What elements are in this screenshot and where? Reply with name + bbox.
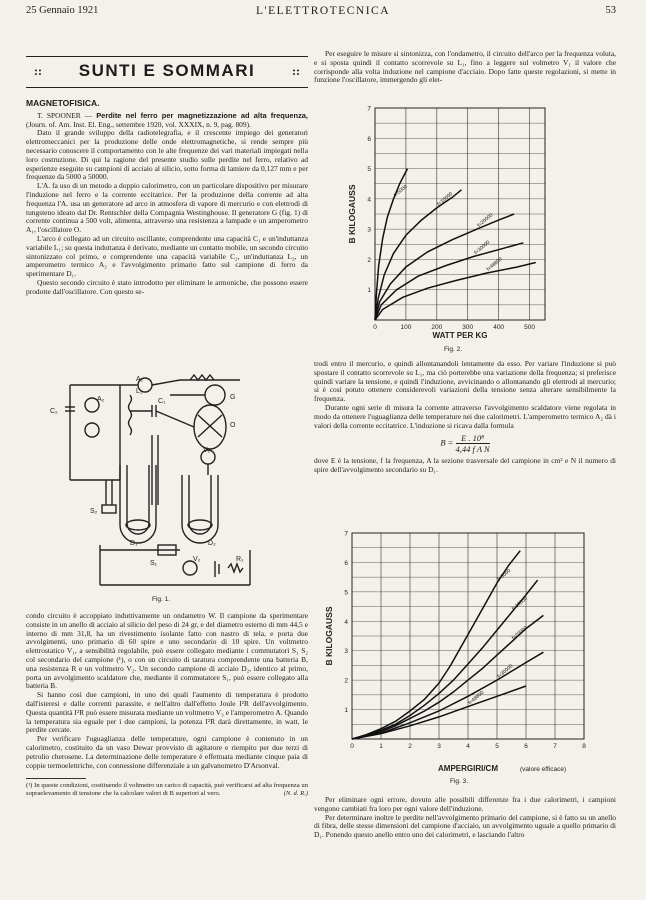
y-tick-label: 5 — [367, 166, 371, 174]
footnote-sign: (N. d. R.) — [283, 790, 308, 798]
figure-1-caption: Fig. 1. — [152, 596, 171, 603]
paragraph: dove E è la tensione, f la frequenza, A la sezione trasversale del campione in cm² e N il numero di spire dell'avvolgimento secondario su D₁. — [314, 456, 616, 475]
paragraph: Dato il grande sviluppo della radiotelegrafia, e il crescente impiego dei generatori elettromeccanici per la produzione delle onde elettromagnetiche, si rende sempre più necessario conoscere il comportamento con le alte frequenze dei vari materiali impiegati nella loro costruzione. Di qui la ragione del presente studio sulle perdite nel ferro, relativo ad esperienze eseguite su campioni di acciaio al silicio, sotto forma di lamiere da 0,127 mm e per frequenze da 5000 a 50000. — [26, 128, 308, 182]
formula-lhs: B = — [440, 437, 454, 448]
induction-formula — [314, 433, 616, 454]
banner-title: SUNTI E SOMMARI — [78, 61, 256, 80]
x-tick-label: 5 — [495, 743, 499, 750]
series-label: f=30000 — [473, 239, 492, 256]
paragraph: Per verificare l'uguaglianza delle temperature, ogni campione è contenuto in un calorimetro, costituito da un vaso Dewar provvisto di agitatore e riempito per due terzi di petrolio cherosene. La determinazione delle temperature è effettuata mediante cinque paia di coppie termoelettriche, con connessione differenziale a un galvanometro D'Arsonval. — [26, 734, 308, 770]
x-tick-label: 200 — [431, 324, 443, 331]
footnote-rule — [26, 778, 86, 779]
resistance-r1 — [228, 564, 243, 572]
figure-2-caption: Fig. 2. — [444, 346, 463, 353]
x-tick-label: 4 — [466, 743, 470, 750]
left-column-top — [26, 96, 308, 297]
y-tick-label: 6 — [344, 559, 348, 567]
right-column-bottom — [314, 796, 616, 840]
issue-date: 25 Gennaio 1921 — [26, 5, 99, 16]
switch-s2 — [102, 505, 116, 513]
figure-2-chart — [330, 100, 560, 340]
series-line — [375, 190, 462, 320]
paragraph: Durante ogni serie di misura la corrente attraverso l'avvolgimento scaldatore viene regolata in modo da ottenere l'uguaglianza delle temperature nei due calorimetri. L'amperometro termico A₂ dà i valori della corrente eccitatrice. L'induzione si ricava dalla formula — [314, 402, 616, 430]
page-header — [0, 0, 646, 24]
figure-1-circuit-diagram — [40, 365, 295, 593]
x-tick-label: 500 — [524, 324, 535, 331]
citation-ref: (Journ. of. Am. Inst. El. Eng., settembre 1920, vol. XXXIX, n. 9, pag. 809). — [26, 119, 251, 129]
banner-deco-left: :: — [34, 64, 42, 78]
fig1-label: O — [230, 422, 236, 429]
generator-g — [205, 385, 225, 405]
y-tick-label: 3 — [367, 226, 371, 234]
paragraph: Questo secondo circuito è stato introdotto per eliminare le armoniche, che possono essere prodotte dall'oscillatore. Con questo se- — [26, 277, 308, 296]
voltmeter-v2 — [183, 561, 197, 575]
series-line — [375, 263, 536, 321]
series-line — [375, 243, 523, 320]
x-axis-note: (valore efficace) — [520, 766, 567, 773]
fig1-label: V₂ — [193, 556, 201, 563]
figure-3-chart — [310, 525, 600, 775]
y-axis-label: B KILOGAUSS — [347, 184, 357, 244]
paragraph: Per eliminare ogni errore, dovuto alle possibili differenze fra i due calorimetri, i campioni vengono cambiati fra loro per ogni valore dell'induzione. — [314, 795, 616, 813]
x-tick-label: 2 — [408, 743, 412, 750]
series-label: f=20000 — [476, 212, 495, 229]
inductance-l1 — [129, 395, 132, 435]
right-column-top — [314, 50, 616, 85]
y-tick-label: 4 — [367, 196, 371, 204]
paragraph: condo circuito è accoppiato induttivamente un ondametro W. Il campione da sperimentare consiste in un anello di acciaio al silicio del peso di 24 gr, e del diametro esterno di mm 44,5 e interno di mm 31,8, ha un rivestimento isolante fatto con nastro di tela, e porta due avvolgimenti, uno primario di 60 spire e uno secondario di 10 spire. Un voltmetro elettrostatico V₁, a sensibilità regolabile, può essere collegato mediante i commutatori S₁ S₂ col secondario del campione (¹), o con un circuito di taratura comprendente una batteria B, una resistenza R e un voltmetro V₂. Un secondo campione di acciaio D₂, identico al primo, porta un avvolgimento scaldatore che, mediante il commutatore S₁, può essere collegato alla batteria B. — [26, 611, 308, 691]
banner-deco-right: :: — [292, 64, 300, 78]
paragraph: L'arco è collegato ad un circuito oscillante, comprendente una capacità C₁ e un'induttanza variabile L₁; su questa induttanza è derivato, mediante un contatto mobile, un secondo circuito sintonizzato col primo, e comprendente una capacità variabile C₂, un'induttanza L₂, un amperometro termico A₂ e l'avvolgimento primario fatto sul campione di ferro da sperimentare D₁. — [26, 233, 308, 279]
y-tick-label: 6 — [367, 135, 371, 143]
x-tick-label: 7 — [553, 743, 557, 750]
journal-title: L'ELETTROTECNICA — [255, 5, 391, 17]
fig1-label: C₁ — [158, 398, 166, 405]
left-column-bottom — [26, 612, 308, 798]
wavemeter-w — [85, 423, 99, 437]
y-tick-label: 1 — [344, 707, 348, 715]
series-label: f=20000 — [510, 625, 529, 642]
series-label: f=48800 — [467, 689, 486, 707]
x-tick-label: 0 — [373, 324, 377, 331]
fig1-label: A₁ — [136, 376, 144, 383]
fig1-label: S₁ — [150, 560, 158, 567]
x-axis-label: WATT PER KG — [432, 331, 488, 340]
series-label: f=10000 — [510, 595, 529, 612]
footnote-text: (¹) In queste condizioni, costituendo il voltmetro un carico di capacità, può verificarsi ad alta frequenza un sopraelevamento di tensione che fa calcolare valori di B superiori al vero. — [26, 782, 308, 798]
series-label: f=48800 — [485, 256, 504, 273]
fig1-label: S₂ — [90, 508, 98, 515]
series-label: f=30000 — [496, 663, 515, 680]
x-tick-label: 300 — [462, 324, 474, 331]
y-tick-label: 3 — [344, 648, 348, 656]
x-tick-label: 3 — [437, 743, 441, 750]
fig1-label: C₂ — [50, 408, 58, 415]
section-heading: MAGNETOFISICA. — [26, 98, 100, 108]
x-axis-label: AMPERGIRI/CM — [438, 764, 498, 773]
series-label: f=10000 — [436, 191, 455, 208]
x-tick-label: 8 — [582, 743, 586, 750]
x-tick-label: 0 — [350, 743, 354, 750]
series-label: f=5000 — [392, 183, 409, 199]
fig1-label: L₁ — [136, 388, 143, 395]
figure-3-caption: Fig. 3. — [450, 778, 469, 785]
section-banner — [26, 56, 308, 88]
article-citation — [26, 112, 308, 130]
y-tick-label: 2 — [344, 677, 348, 685]
paragraph: L'A. fa uso di un metodo a doppio calorimetro, con un particolare dispositivo per misurare l'induzione nel ferro e la corrente eccitatrice. Per la produzione della corrente ad alta frequenza l'A. usa un generatore ad arco in atmosfera di vapore di mercurio e con elettrodi di tungsteno ideato dal Dr. Rentschler della Compagnia Westinghouse. Il generatore G (fig. 1) di corrente continua a 500 volt, alimenta, attraverso una resistenza a lampade e un amperometro A₁, l'oscillatore O. — [26, 181, 308, 235]
paragraph: Per determinare inoltre le perdite nell'avvolgimento primario del campione, si è fatto su un anello di fibra, delle stesse dimensioni del campione d'acciaio, un avvolgimento uguale a quello primario di D₁. Ponendo questo anello entro uno dei calorimetri, e lasciando l'altro — [314, 812, 616, 840]
formula-numerator: E . 10⁸ — [456, 433, 490, 444]
x-tick-label: 400 — [493, 324, 505, 331]
x-tick-label: 100 — [400, 324, 412, 331]
footnote — [26, 782, 308, 798]
fig1-label: G — [230, 394, 236, 401]
right-column-mid — [314, 360, 616, 475]
y-tick-label: 4 — [344, 618, 348, 626]
paragraph: Si hanno così due campioni, in uno dei quali l'aumento di temperatura è prodotto dall'isteresi e dalle correnti parassite, e nell'altro dall'effetto Joule I²R dell'avvolgimento. Questa quantità I²R può essere misurata mediante un voltmetro V₃ e l'amperometro A. Quando la temperatura sia eguale per i due campioni, la potenza I²R darà direttamente, in watt, le perdite cercate. — [26, 690, 308, 735]
paragraph: trodi entro il mercurio, e quindi allontanandoli lentamente da esso. Per variare l'induzione si può spostare il contatto scorrevole su L₁, ma ciò porterebbe una variazione della frequenza; si preferisce quindi variare la tensione, e quindi l'induzione, avvicinando o allontanando gli elettrodi al mercurio; si è così potuto ottenere considerevoli variazioni della tensione senza alterare sensibilmente la frequenza. — [314, 359, 616, 404]
formula-denominator: 4,44 f A N — [455, 444, 490, 455]
fig1-label: R₁ — [236, 556, 244, 563]
y-axis-label: B KILOGAUSS — [324, 606, 334, 666]
y-tick-label: 1 — [367, 287, 371, 295]
y-tick-label: 2 — [367, 256, 371, 264]
paragraph: Per eseguire le misure si sintonizza, con l'ondametro, il circuito dell'arco per la frequenza voluta, e si sposta quindi il contatto scorrevole su L₁, fino a leggere sul volmetro V₁ il valore che corrisponde alla volta induzione nel campione d'acciaio. Dopo fatte queste regolazioni, si mette in funzione l'oscillatore, immergendo gli elet- — [314, 49, 616, 85]
fig1-label: V₁ — [203, 447, 211, 454]
citation-author: T. SPOONER — — [37, 110, 93, 120]
y-tick-label: 7 — [344, 530, 348, 538]
y-tick-label: 5 — [344, 589, 348, 597]
series-label: f=5000 — [496, 568, 513, 583]
calorimeter-d1 — [120, 465, 156, 543]
oscillator-o — [194, 405, 226, 449]
calorimeter-d2 — [182, 475, 218, 543]
formula-fraction — [456, 433, 490, 454]
fig1-label: D₂ — [208, 540, 216, 547]
page-number: 53 — [605, 5, 616, 16]
fig1-label: D₁ — [130, 540, 138, 547]
fig1-label: A₂ — [97, 396, 105, 403]
x-tick-label: 6 — [524, 743, 528, 750]
citation-title: Perdite nel ferro per magnetizzazione ad alta frequenza, — [96, 110, 308, 120]
series-line — [352, 551, 520, 739]
y-tick-label: 7 — [367, 105, 371, 113]
x-tick-label: 1 — [379, 743, 383, 750]
